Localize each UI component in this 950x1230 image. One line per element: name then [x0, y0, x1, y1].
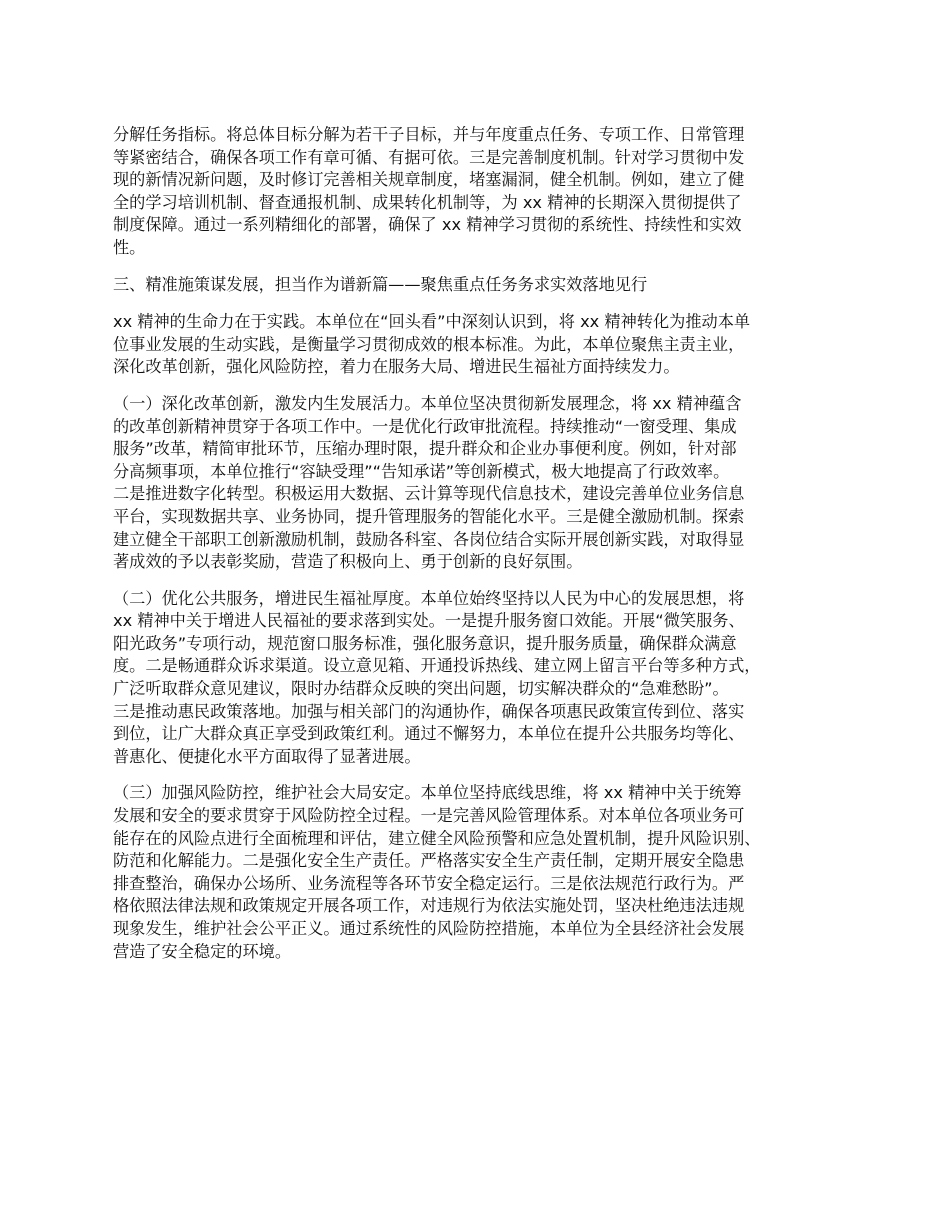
text-line: xx 精神的生命力在于实践。本单位在“回头看”中深刻认识到，将 xx 精神转化为推动本单 [113, 312, 751, 332]
paragraph-intro [113, 311, 858, 379]
paragraph-public-service [113, 588, 858, 769]
text-line: 广泛听取群众意见建议，限时办结群众反映的突出问题，切实解决群众的“急难愁盼”。 [113, 679, 729, 699]
text-line: 普惠化、便捷化水平方面取得了显著进展。 [113, 746, 421, 766]
text-line: 三是推动惠民政策落地。加强与相关部门的沟通协作，确保各项惠民政策宣传到位、落实 [113, 701, 745, 721]
text-line: 的改革创新精神贯穿于各项工作中。一是优化行政审批流程。持续推动“一窗受理、集成 [113, 416, 737, 436]
text-line: 能存在的风险点进行全面梳理和评估，建立健全风险预警和应急处置机制，提升风险识别、 [113, 828, 761, 848]
text-line: 平台，实现数据共享、业务协同，提升管理服务的智能化水平。三是健全激励机制。探索 [113, 506, 745, 526]
paragraph-reform [113, 393, 858, 574]
text-line: 著成效的予以表彰奖励，营造了积极向上、勇于创新的良好氛围。 [113, 552, 583, 572]
paragraph-risk-control [113, 782, 858, 963]
text-line: 营造了安全稳定的环境。 [113, 941, 292, 961]
text-line: 发展和安全的要求贯穿于风险防控全过程。一是完善风险管理体系。对本单位各项业务可 [113, 806, 745, 826]
text-line: 排查整治，确保办公场所、业务流程等各环节安全稳定运行。三是依法规范行政行为。严 [113, 873, 745, 893]
text-line: （三）加强风险防控，维护社会大局安定。本单位坚持底线思维，将 xx 精神中关于统筹 [113, 783, 742, 803]
text-line: （二）优化公共服务，增进民生福祉厚度。本单位始终坚持以人民为中心的发展思想，将 [113, 588, 745, 608]
text-line: 度。二是畅通群众诉求渠道。设立意见箱、开通投诉热线、建立网上留言平台等多种方式， [113, 656, 761, 676]
text-line: 现的新情况新问题，及时修订完善相关规章制度，堵塞漏洞，健全机制。例如，建立了健 [113, 170, 745, 190]
paragraph-task-breakdown [113, 124, 858, 260]
text-line: 位事业发展的生动实践，是衡量学习贯彻成效的根本标准。为此，本单位聚焦主责主业， [113, 334, 745, 354]
text-line: （一）深化改革创新，激发内生发展活力。本单位坚决贯彻新发展理念，将 xx 精神蕴含 [113, 393, 742, 413]
text-line: 建立健全干部职工创新激励机制，鼓励各科室、各岗位结合实际开展创新实践，对取得显 [113, 529, 745, 549]
text-line: 现象发生，维护社会公平正义。通过系统性的风险防控措施，本单位为全县经济社会发展 [113, 919, 745, 938]
document-body [113, 124, 858, 977]
text-line: 分解任务指标。将总体目标分解为若干子目标，并与年度重点任务、专项工作、日常管理 [113, 125, 745, 144]
text-line: 格依照法律法规和政策规定开展各项工作，对违规行为依法实施处罚，坚决杜绝违法违规 [113, 896, 745, 916]
text-line: 服务”改革，精简审批环节，压缩办理时限，提升群众和企业办事便利度。例如，针对部 [113, 439, 737, 459]
text-line: 性。 [113, 237, 146, 257]
text-line: 制度保障。通过一系列精细化的部署，确保了 xx 精神学习贯彻的系统性、持续性和实效 [113, 215, 742, 235]
text-line: 等紧密结合，确保各项工作有章可循、有据可依。三是完善制度机制。针对学习贯彻中发 [113, 147, 745, 167]
text-line: 全的学习培训机制、督查通报机制、成果转化机制等，为 xx 精神的长期深入贯彻提供了 [113, 192, 742, 212]
section-heading: 三、精准施策谋发展，担当作为谱新篇——聚焦重点任务务求实效落地见行 [113, 274, 648, 294]
text-line: 分高频事项，本单位推行“容缺受理”“告知承诺”等创新模式，极大地提高了行政效率。 [113, 461, 730, 481]
text-line: 防范和化解能力。二是强化安全生产责任。严格落实安全生产责任制，定期开展安全隐患 [113, 851, 745, 871]
text-line: 深化改革创新，强化风险防控，着力在服务大局、增进民生福祉方面持续发力。 [113, 357, 680, 377]
text-line: 到位，让广大群众真正享受到政策红利。通过不懈努力，本单位在提升公共服务均等化、 [113, 724, 745, 744]
text-line: xx 精神中关于增进人民福祉的要求落到实处。一是提升服务窗口效能。开展“微笑服务、 [113, 611, 745, 631]
text-line: 二是推进数字化转型。积极运用大数据、云计算等现代信息技术，建设完善单位业务信息 [113, 484, 745, 504]
text-line: 阳光政务”专项行动，规范窗口服务标准，强化服务意识，提升服务质量，确保群众满意 [113, 633, 737, 653]
